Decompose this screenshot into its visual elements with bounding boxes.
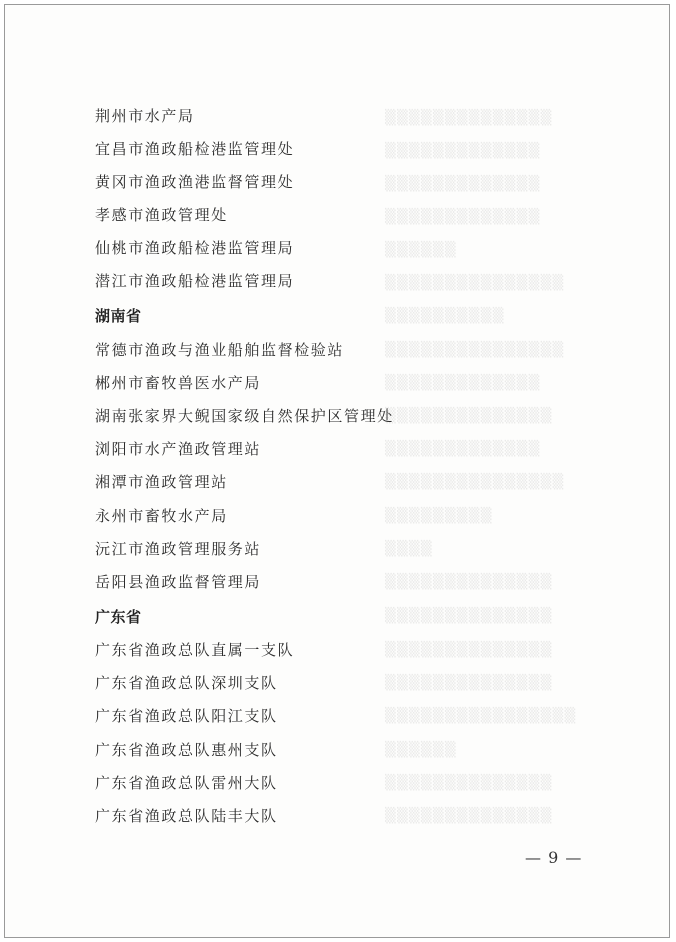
list-item: 广东省渔政总队陆丰大队 — [95, 807, 278, 825]
list-item: 郴州市畜牧兽医水产局 — [95, 374, 262, 392]
list-item: 浏阳市水产渔政管理站 — [95, 440, 262, 458]
bleed-through-mark: ▒▒▒▒▒▒ — [385, 242, 457, 258]
bleed-through-mark: ▒▒▒▒▒▒▒▒▒▒▒▒▒▒ — [385, 110, 553, 126]
bleed-through-mark: ▒▒▒▒▒▒▒▒▒▒▒▒▒▒ — [385, 775, 553, 791]
bleed-through-mark: ▒▒▒▒▒▒▒▒▒▒▒▒▒▒ — [385, 808, 553, 824]
list-item: 永州市畜牧水产局 — [95, 507, 228, 525]
bleed-through-mark: ▒▒▒▒▒▒▒▒▒▒▒▒▒▒▒ — [385, 474, 565, 490]
list-item: 潜江市渔政船检港监管理局 — [95, 272, 295, 290]
province-heading: 湖南省 — [95, 307, 142, 325]
bleed-through-mark: ▒▒▒▒▒▒▒▒▒▒▒▒▒▒▒ — [385, 275, 565, 291]
list-item: 孝感市渔政管理处 — [95, 206, 228, 224]
list-item: 广东省渔政总队直属一支队 — [95, 641, 295, 659]
list-item: 荆州市水产局 — [95, 107, 195, 125]
bleed-through-mark: ▒▒▒▒▒▒▒▒▒▒▒▒▒▒ — [385, 675, 553, 691]
list-item: 黄冈市渔政渔港监督管理处 — [95, 173, 295, 191]
list-item: 广东省渔政总队雷州大队 — [95, 774, 278, 792]
bleed-through-mark: ▒▒▒▒▒▒▒▒▒ — [385, 508, 493, 524]
list-item: 沅江市渔政管理服务站 — [95, 540, 262, 558]
list-item: 湘潭市渔政管理站 — [95, 473, 228, 491]
bleed-through-mark: ▒▒▒▒▒▒▒▒▒▒▒▒▒▒▒▒ — [385, 708, 577, 724]
bleed-through-mark: ▒▒▒▒▒▒▒▒▒▒ — [385, 308, 505, 324]
bleed-through-mark: ▒▒▒▒▒▒▒▒▒▒▒▒▒▒ — [385, 408, 553, 424]
bleed-through-mark: ▒▒▒▒▒▒▒▒▒▒▒▒▒▒ — [385, 642, 553, 658]
bleed-through-mark: ▒▒▒▒▒▒▒▒▒▒▒▒▒▒ — [385, 608, 553, 624]
list-item: 广东省渔政总队深圳支队 — [95, 674, 278, 692]
bleed-through-mark: ▒▒▒▒▒▒▒▒▒▒▒▒▒ — [385, 176, 541, 192]
bleed-through-mark: ▒▒▒▒▒▒ — [385, 742, 457, 758]
list-item: 仙桃市渔政船检港监管理局 — [95, 239, 295, 257]
list-item: 岳阳县渔政监督管理局 — [95, 573, 262, 591]
page-number: — 9 — — [525, 848, 583, 867]
bleed-through-mark: ▒▒▒▒▒▒▒▒▒▒▒▒▒ — [385, 143, 541, 159]
bleed-through-mark: ▒▒▒▒ — [385, 541, 433, 557]
list-item: 广东省渔政总队阳江支队 — [95, 707, 278, 725]
list-item: 常德市渔政与渔业船舶监督检验站 — [95, 341, 345, 359]
list-item: 宜昌市渔政船检港监管理处 — [95, 140, 295, 158]
bleed-through-mark: ▒▒▒▒▒▒▒▒▒▒▒▒▒▒▒ — [385, 342, 565, 358]
list-item: 广东省渔政总队惠州支队 — [95, 741, 278, 759]
bleed-through-mark: ▒▒▒▒▒▒▒▒▒▒▒▒▒ — [385, 375, 541, 391]
list-item: 湖南张家界大鲵国家级自然保护区管理处 — [95, 407, 394, 425]
bleed-through-mark: ▒▒▒▒▒▒▒▒▒▒▒▒▒ — [385, 441, 541, 457]
province-heading: 广东省 — [95, 608, 142, 626]
bleed-through-mark: ▒▒▒▒▒▒▒▒▒▒▒▒▒ — [385, 209, 541, 225]
bleed-through-mark: ▒▒▒▒▒▒▒▒▒▒▒▒▒▒ — [385, 574, 553, 590]
